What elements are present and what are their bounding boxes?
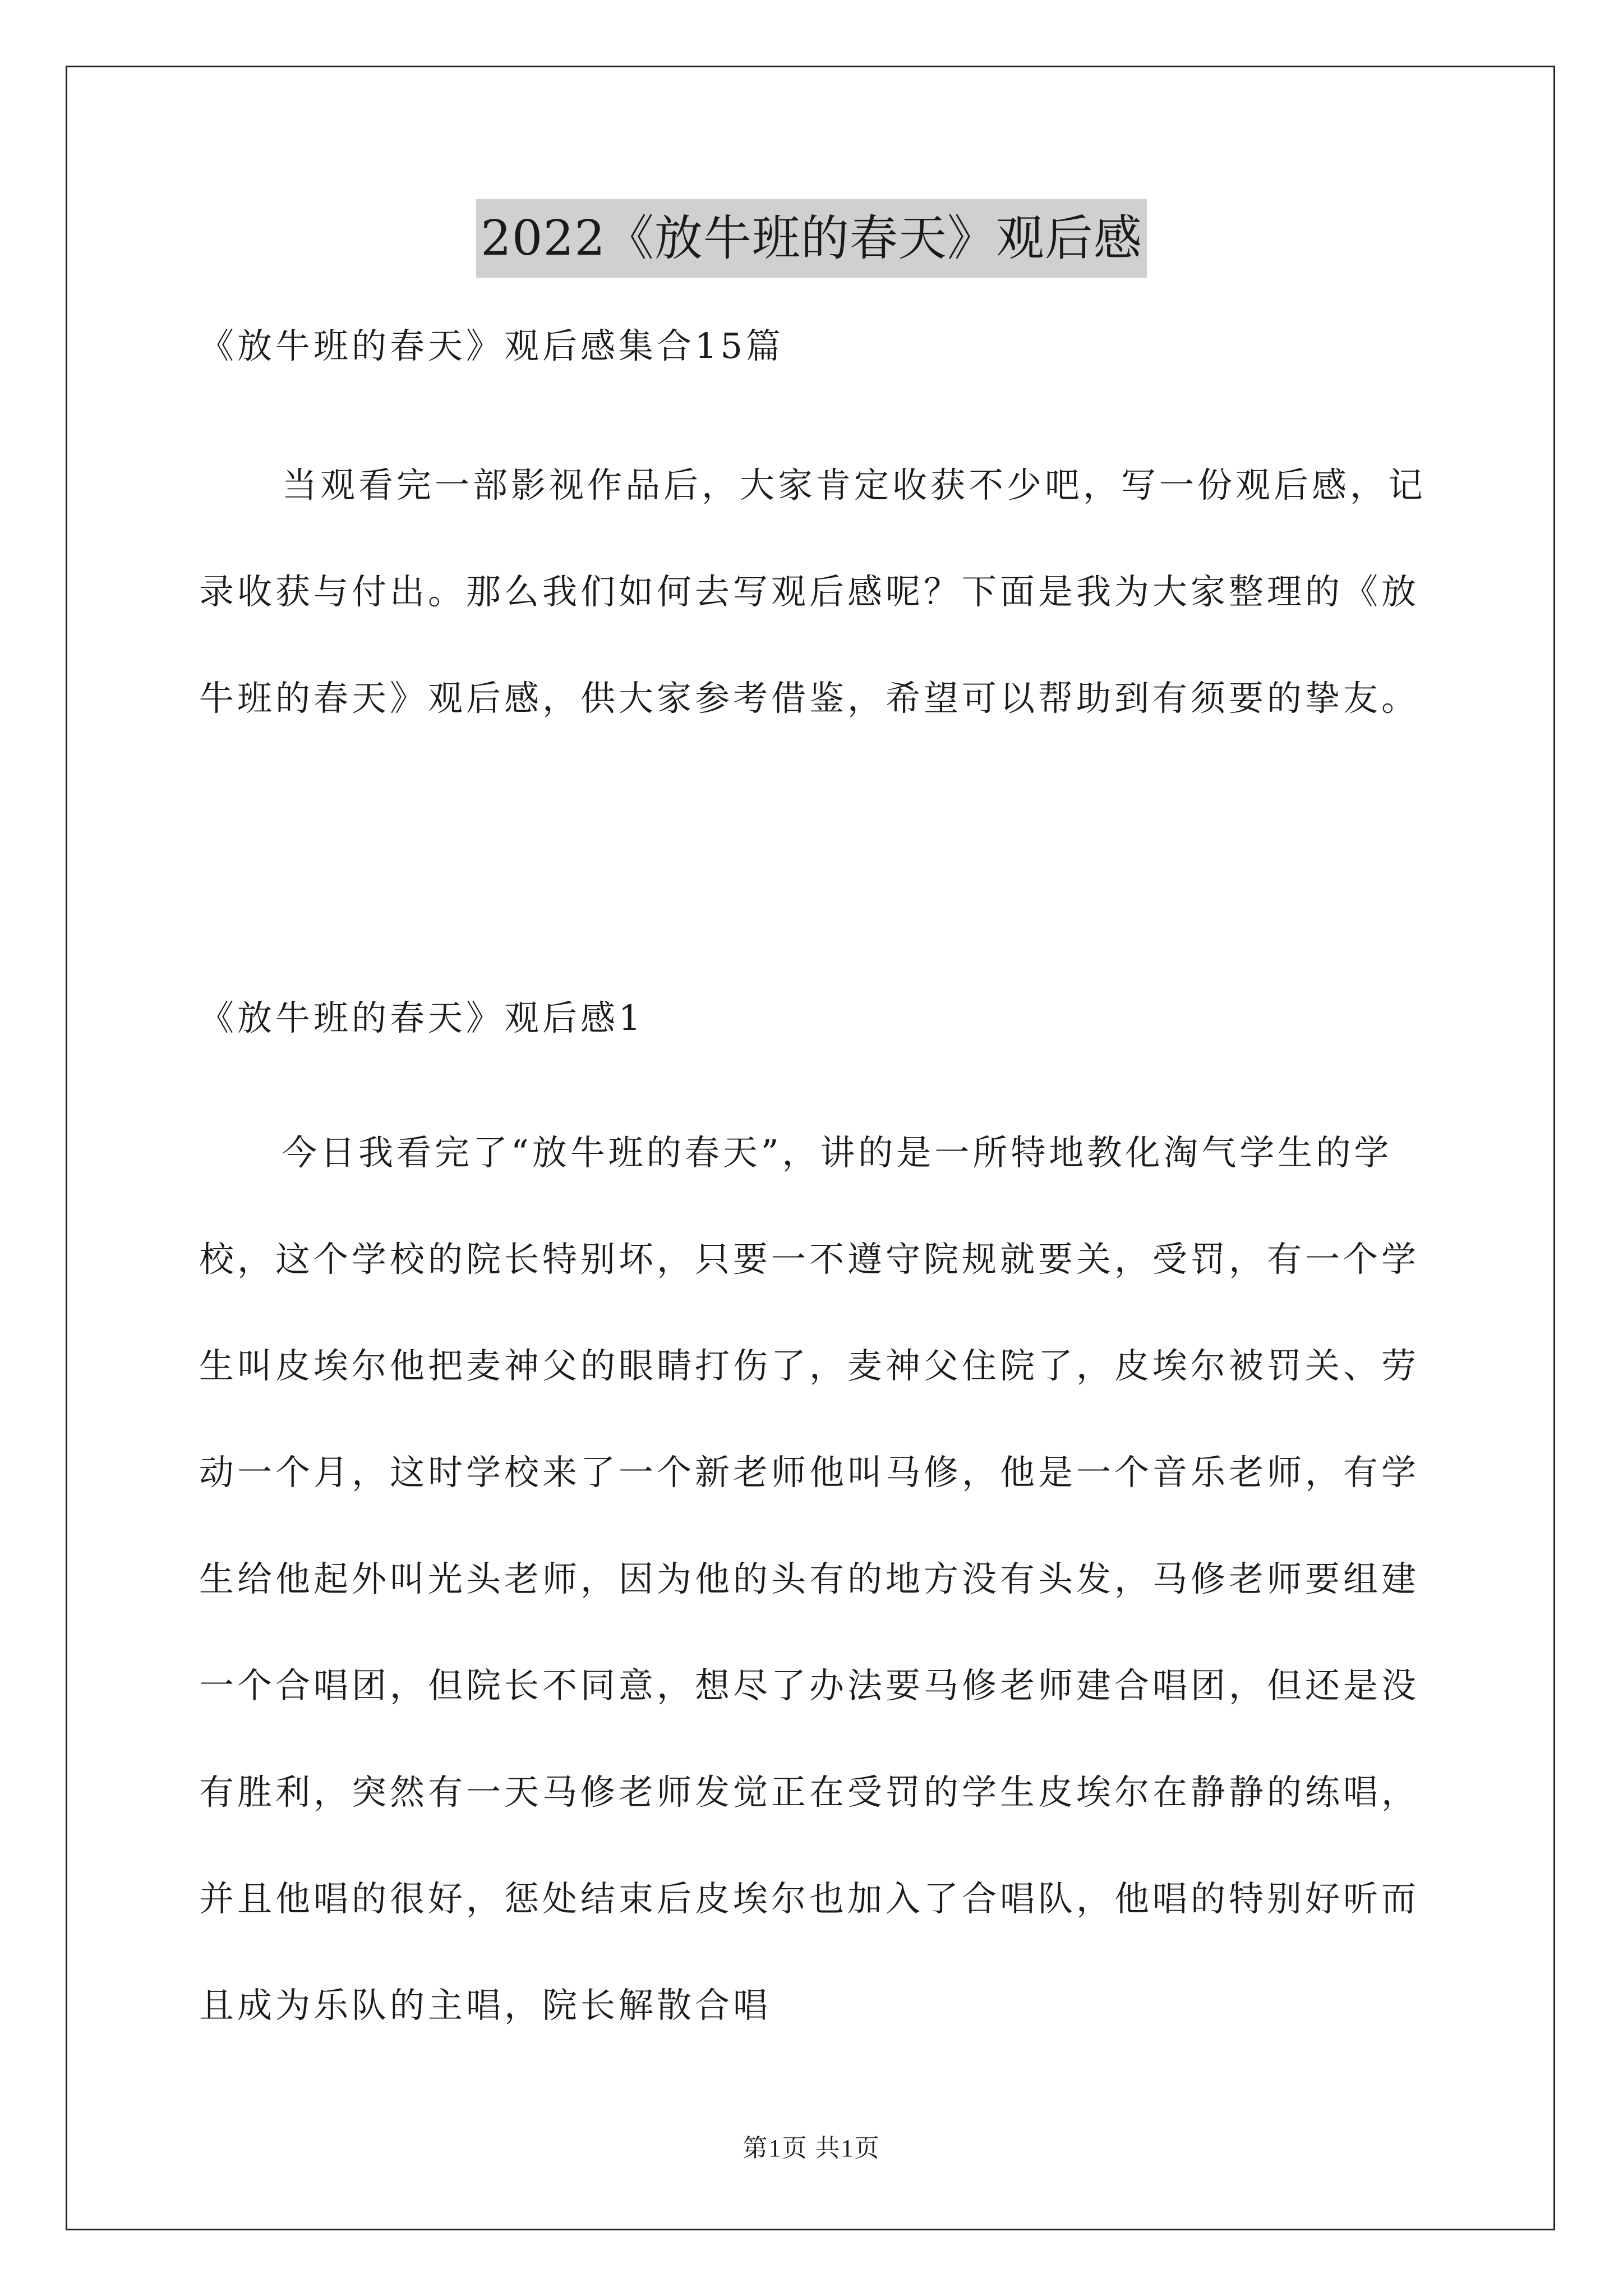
document-subtitle: 《放牛班的春天》观后感集合15篇 xyxy=(199,325,784,366)
intro-paragraph: 当观看完一部影视作品后，大家肯定收获不少吧，写一份观后感，记录收获与付出。那么我们如何去写观后感呢？下面是我为大家整理的《放牛班的春天》观后感，供大家参考借鉴，希望可以帮助到有须要的挚友。 xyxy=(199,464,1427,719)
section-paragraph: 今日我看完了“放牛班的春天”，讲的是一所特地教化淘气学生的学校，这个学校的院长特别坏，只要一不遵守院规就要关，受罚，有一个学生叫皮埃尔他把麦神父的眼睛打伤了，麦神父住院了，皮埃尔被罚关、劳动一个月，这时学校来了一个新老师他叫马修，他是一个音乐老师，有学生给他起外叫光头老师，因为他的头有的地方没有头发，马修老师要组建一个合唱团，但院长不同意，想尽了办法要马修老师建合唱团，但还是没有胜利，突然有一天马修老师发觉正在受罚的学生皮埃尔在静静的练唱，并且他唱的很好，惩处结束后皮埃尔也加入了合唱队，他唱的特别好听而且成为乐队的主唱，院长解散合唱 xyxy=(199,1132,1420,2026)
title-container xyxy=(0,199,1623,278)
page-footer: 第1页 共1页 xyxy=(743,2134,880,2162)
section-heading: 《放牛班的春天》观后感1 xyxy=(199,997,644,1038)
document-title: 2022《放牛班的春天》观后感 xyxy=(476,199,1147,278)
